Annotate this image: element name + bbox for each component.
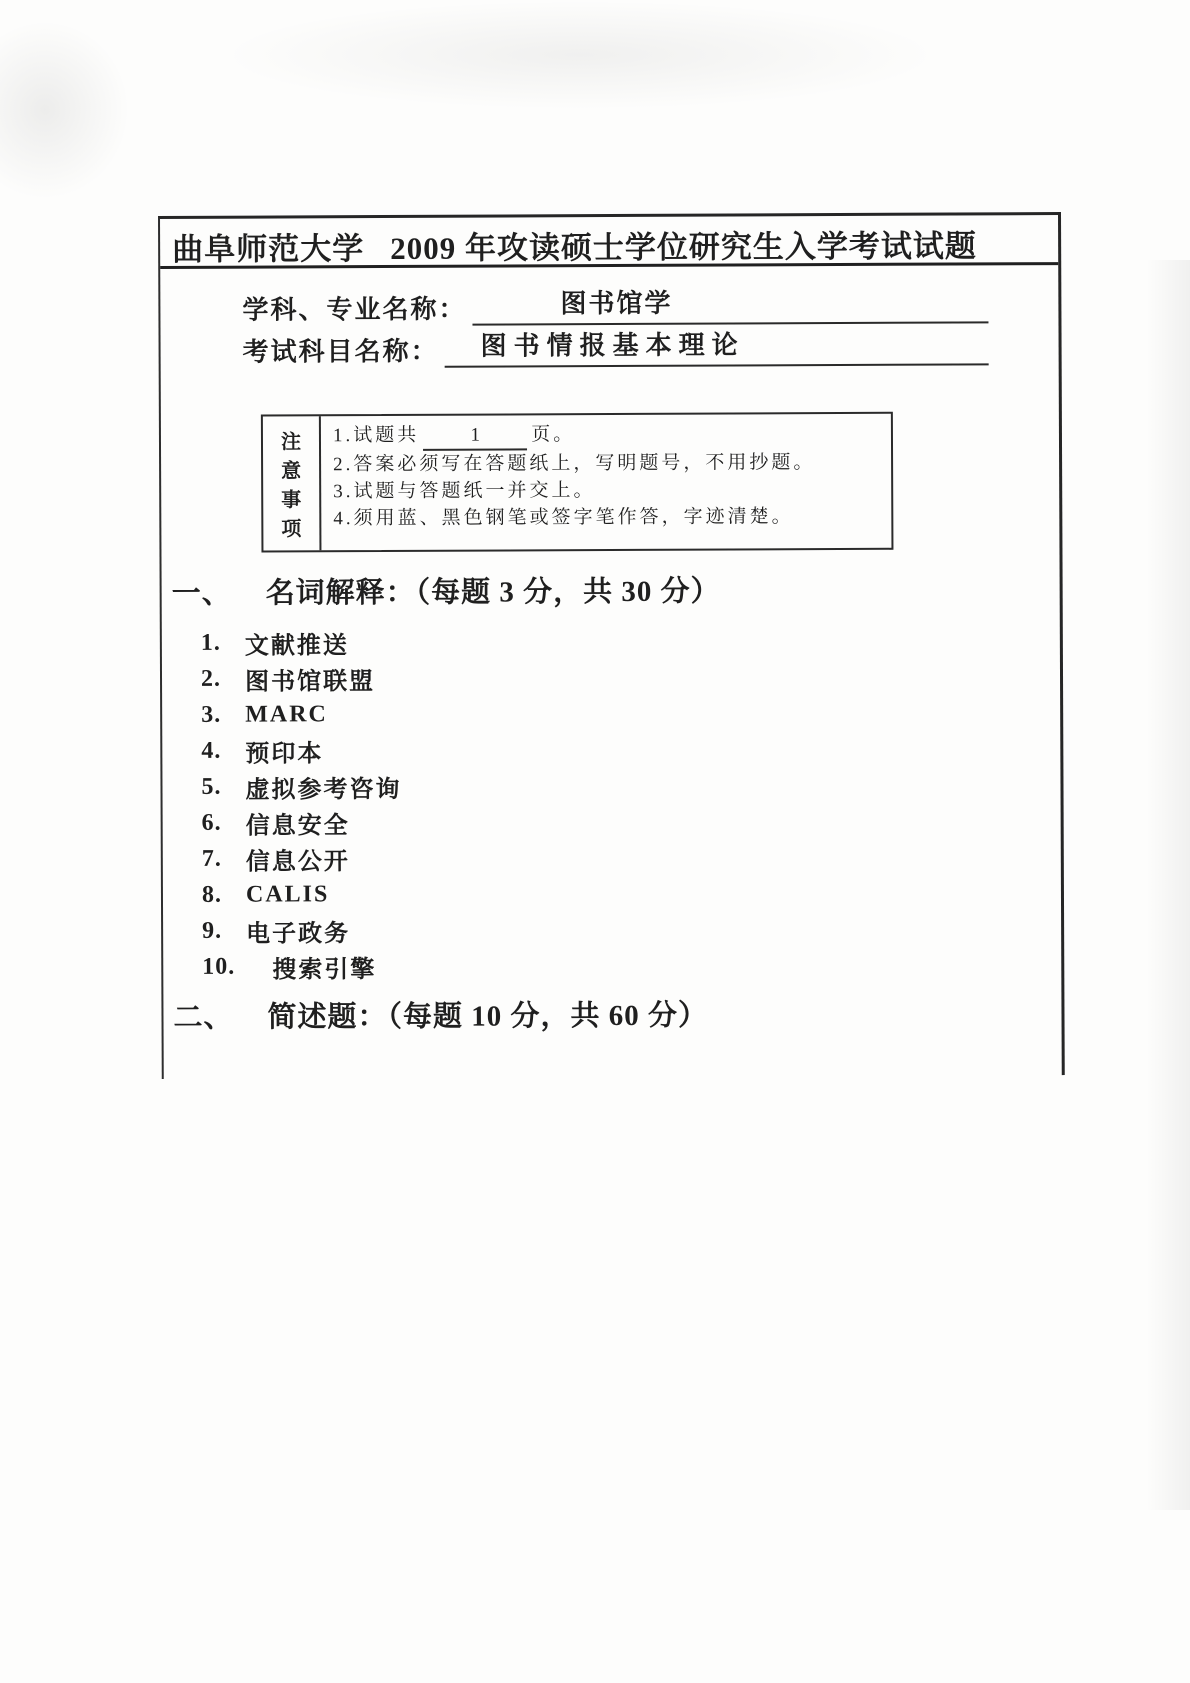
question-item-9 [202, 912, 402, 949]
course-field-underline [444, 323, 988, 367]
notice-line-1 [333, 420, 881, 451]
notice-vertical-label [263, 416, 322, 550]
question-number: 1. [200, 629, 221, 656]
question-item-6 [202, 804, 402, 841]
question-item-10 [202, 948, 402, 985]
subject-field-underline [472, 281, 988, 325]
question-item-4 [201, 732, 401, 769]
question-number: 3. [201, 701, 222, 728]
question-item-7 [202, 840, 402, 877]
subject-field-row [242, 281, 988, 326]
question-text: 信息公开 [245, 848, 350, 876]
question-text: 预印本 [245, 740, 324, 768]
course-field-label: 考试科目名称： [242, 336, 439, 367]
page-count-blank: 1 [423, 421, 527, 450]
question-number: 10. [202, 953, 236, 980]
question-text: 搜索引擎 [272, 956, 377, 984]
notice-char-1: 注 [280, 431, 302, 454]
question-number: 8. [201, 881, 223, 908]
section-1-title: 名词解释：（每题 3 分，共 30 分） [265, 575, 721, 610]
section-2-heading [173, 993, 708, 1036]
question-text: 文献推送 [244, 632, 349, 660]
exam-title-text: 2009 年攻读硕士学位研究生入学考试试题 [390, 228, 977, 266]
notice-lines [321, 414, 892, 550]
question-text: 图书馆联盟 [244, 668, 376, 696]
section-1-heading [172, 569, 721, 612]
term-list [201, 624, 403, 985]
question-item-5 [201, 768, 401, 805]
notice-char-4: 项 [281, 518, 302, 541]
section-2-title: 简述题：（每题 10 分，共 60 分） [267, 999, 709, 1034]
question-text: 电子政务 [246, 920, 351, 948]
exam-title [160, 215, 1058, 269]
subject-field-value: 图书馆学 [560, 288, 673, 319]
question-number: 4. [201, 737, 222, 764]
notice-box [261, 412, 894, 553]
question-item-3 [201, 696, 401, 733]
notice-line-2: 2.答案必须写在答题纸上，写明题号，不用抄题。 [333, 452, 816, 476]
university-name: 曲阜师范大学 [172, 231, 365, 267]
section-2-number: 二、 [173, 1001, 234, 1034]
question-item-1 [201, 624, 401, 661]
question-text: 虚拟参考咨询 [245, 776, 402, 804]
course-field-value: 图书情报基本理论 [480, 330, 745, 361]
question-number: 5. [201, 773, 222, 800]
notice-line-3: 3.试题与答题纸一并交上。 [333, 480, 596, 503]
question-number: 9. [202, 917, 223, 944]
question-text: MARC [245, 700, 328, 728]
subject-field-label: 学科、专业名称： [242, 294, 467, 325]
scan-artifact-right-edge [1146, 260, 1190, 1510]
question-text: 信息安全 [245, 812, 350, 840]
question-item-2 [201, 660, 401, 697]
notice-char-2: 意 [281, 460, 302, 483]
question-number: 2. [200, 665, 222, 692]
question-number: 7. [201, 845, 222, 872]
scan-artifact-corner [0, 20, 130, 200]
question-text: CALIS [245, 880, 330, 908]
question-item-8 [202, 876, 402, 913]
notice-line-1-prefix: 1.试题共 [332, 424, 420, 447]
question-number: 6. [201, 809, 222, 836]
notice-char-3: 事 [281, 489, 302, 512]
notice-line-4: 4.须用蓝、黑色钢笔或签字笔作答，字迹清楚。 [333, 506, 794, 530]
exam-content-box [158, 212, 1065, 1079]
notice-line-1-suffix: 页。 [531, 424, 576, 446]
scan-artifact-top [220, 0, 940, 110]
course-field-row [242, 323, 988, 368]
section-1-number: 一、 [171, 577, 232, 610]
